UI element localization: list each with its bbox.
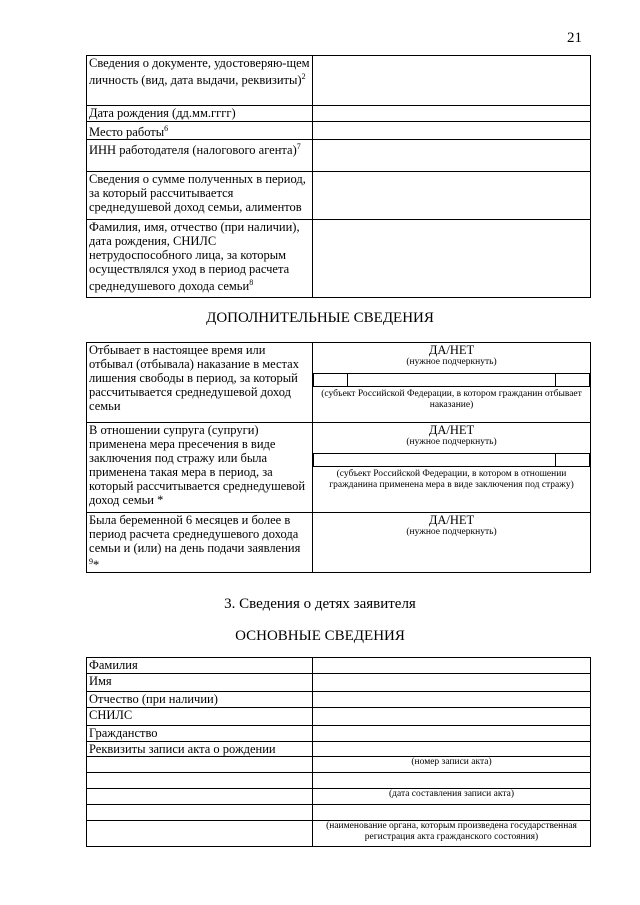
value-surname[interactable] <box>313 658 591 674</box>
value-citizenship[interactable] <box>313 726 591 742</box>
value-patronymic[interactable] <box>313 692 591 708</box>
region-note: (субъект Российской Федерации, в котором гражданин отбывает наказание) <box>321 389 582 410</box>
record-number-note: (номер записи акта) <box>313 757 591 773</box>
label-workplace: Место работы$^6$ <box>87 122 313 140</box>
value-pregnancy[interactable] <box>313 513 591 573</box>
value-imprisonment[interactable] <box>313 343 591 423</box>
page-number: 21 <box>567 30 582 46</box>
section3-heading: 3. Сведения о детях заявителя <box>224 596 416 612</box>
hint-underline: (нужное подчеркнуть) <box>406 357 497 367</box>
value-name[interactable] <box>313 674 591 692</box>
value-identity-document[interactable] <box>313 56 591 106</box>
label-birth-record: Реквизиты записи акта о рождении <box>87 742 313 757</box>
region-note: (субъект Российской Федерации, в котором в отношении гражданина применена мера в виде заключения под стражу) <box>329 469 574 490</box>
label-disabled-care: Фамилия, имя, отчество (при наличии), дата рождения, СНИЛС нетрудоспособного лица, за которым осуществлялся уход в период расчета среднедушевого дохода семьи$^8$ <box>87 220 313 298</box>
value-employer-inn[interactable] <box>313 140 591 172</box>
yes-no-option[interactable]: ДА/НЕТ <box>428 423 475 437</box>
value-alimony[interactable] <box>313 172 591 220</box>
value-disabled-care[interactable] <box>313 220 591 298</box>
value-registry-organ[interactable] <box>313 805 591 821</box>
label-identity-document: Сведения о документе, удостоверяю-щем личность (вид, дата выдачи, реквизиты)$^2$ <box>87 56 313 106</box>
applicant-info-table <box>86 55 591 298</box>
label-name: Имя <box>87 674 313 692</box>
label-spouse-custody: В отношении супруга (супруги) применена мера пресечения в виде заключения под стражу или была применена такая мера в период, за который рассчитывается среднедушевой доход семьи * <box>87 423 313 513</box>
additional-info-table <box>86 342 591 573</box>
label-citizenship: Гражданство <box>87 726 313 742</box>
label-birth-date: Дата рождения (дд.мм.гггг) <box>87 106 313 122</box>
record-date-note: (дата составления записи акта) <box>313 789 591 805</box>
hint-underline: (нужное подчеркнуть) <box>406 437 497 447</box>
value-snils[interactable] <box>313 708 591 726</box>
label-patronymic: Отчество (при наличии) <box>87 692 313 708</box>
basic-info-heading: ОСНОВНЫЕ СВЕДЕНИЯ <box>235 628 405 644</box>
registry-organ-note: (наименование органа, которым произведена государственная регистрация акта гражданского состояния) <box>313 821 591 847</box>
value-birth-date[interactable] <box>313 106 591 122</box>
yes-no-option[interactable]: ДА/НЕТ <box>428 513 475 527</box>
label-alimony: Сведения о сумме полученных в период, за который рассчитывается среднедушевой доход семьи, алиментов <box>87 172 313 220</box>
value-birth-record[interactable] <box>313 742 591 757</box>
value-spouse-custody[interactable] <box>313 423 591 513</box>
yes-no-option[interactable]: ДА/НЕТ <box>428 343 475 357</box>
label-surname: Фамилия <box>87 658 313 674</box>
label-pregnancy: Была беременной 6 месяцев и более в период расчета среднедушевого дохода семьи и (или) на день подачи заявления $^9$* <box>87 513 313 573</box>
label-snils: СНИЛС <box>87 708 313 726</box>
children-info-table <box>86 657 591 847</box>
value-record-date[interactable] <box>313 773 591 789</box>
hint-underline: (нужное подчеркнуть) <box>406 527 497 537</box>
label-imprisonment: Отбывает в настоящее время или отбывал (отбывала) наказание в местах лишения свободы в период, за который рассчитывается среднедушевой доход семьи <box>87 343 313 423</box>
region-input-cells[interactable] <box>313 453 590 467</box>
additional-info-heading: ДОПОЛНИТЕЛЬНЫЕ СВЕДЕНИЯ <box>206 310 434 326</box>
label-employer-inn: ИНН работодателя (налогового агента)$^7$ <box>87 140 313 172</box>
value-workplace[interactable] <box>313 122 591 140</box>
region-input-cells[interactable] <box>313 373 590 387</box>
